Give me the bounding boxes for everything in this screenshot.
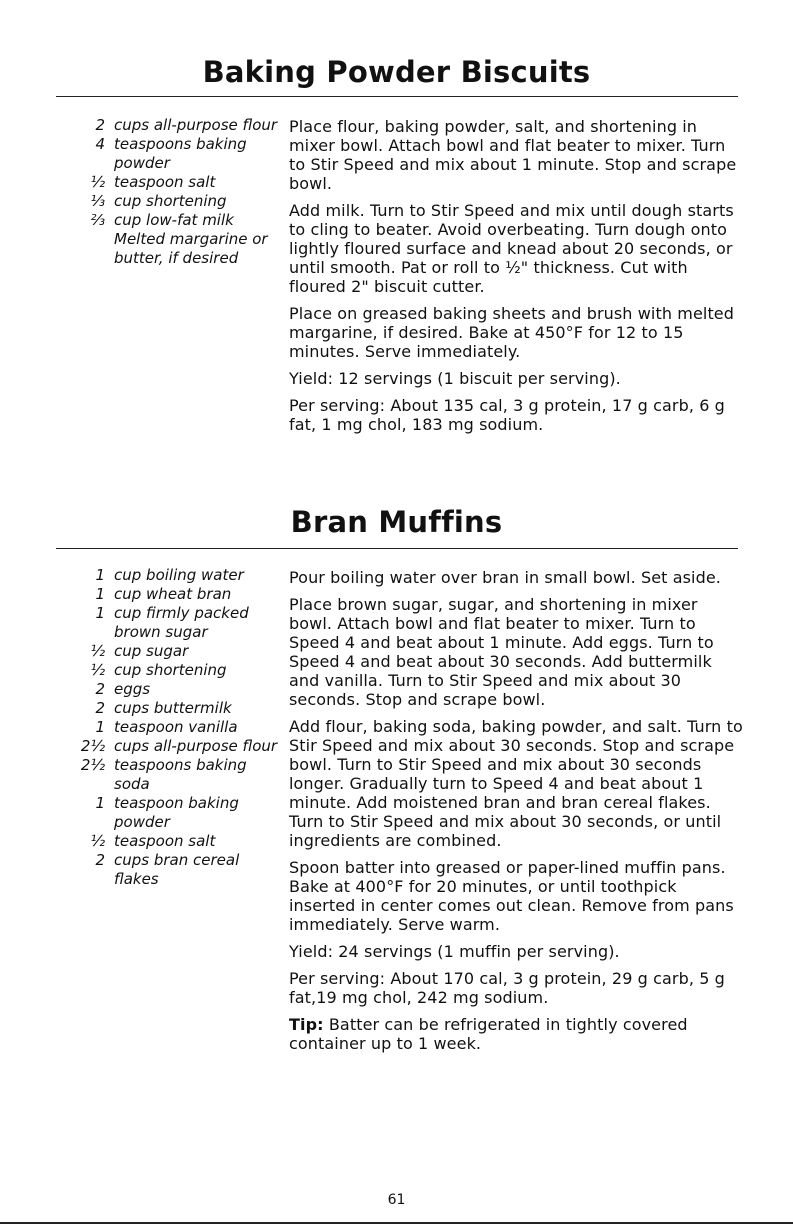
ingredient-quantity: ½ — [90, 661, 105, 679]
ingredient-item — [80, 116, 280, 135]
ingredient-item — [80, 680, 280, 699]
ingredient-text: cup shortening — [114, 661, 227, 679]
ingredient-item — [80, 173, 280, 192]
tip-text: Batter can be refrigerated in tightly covered container up to 1 week. — [289, 1015, 688, 1053]
method-paragraph: Add milk. Turn to Stir Speed and mix until dough starts to cling to beater. Avoid overbeating. Turn dough onto lightly floured surface and knead about 20 seconds, or until smooth. Pat or roll to ½" thickness. Cut with floured 2" biscuit cutter. — [289, 201, 734, 296]
ingredient-text: cups all-purpose flour — [114, 737, 278, 755]
method-text — [289, 117, 744, 442]
ingredient-text: teaspoon salt — [114, 173, 216, 191]
ingredient-item — [80, 851, 280, 889]
ingredient-list — [80, 566, 280, 889]
ingredient-quantity: ⅓ — [90, 192, 105, 210]
ingredient-text: cup shortening — [114, 192, 227, 210]
ingredient-text: teaspoon vanilla — [114, 718, 238, 736]
ingredient-quantity: 1 — [95, 585, 105, 603]
ingredient-quantity — [80, 230, 114, 268]
method-paragraph: Per serving: About 135 cal, 3 g protein, 17 g carb, 6 g fat, 1 mg chol, 183 mg sodium. — [289, 396, 725, 434]
recipe-title: Baking Powder Biscuits — [202, 55, 591, 89]
ingredient-item — [80, 832, 280, 851]
title-rule — [56, 548, 738, 549]
ingredient-quantity: 2½ — [80, 756, 105, 774]
ingredient-quantity: 1 — [95, 718, 105, 736]
page-bottom-rule — [0, 1222, 793, 1224]
ingredient-text: eggs — [114, 680, 151, 698]
ingredient-quantity: ½ — [90, 832, 105, 850]
ingredient-item — [80, 794, 280, 832]
ingredient-quantity: ½ — [90, 642, 105, 660]
ingredient-text: cups bran cereal flakes — [114, 851, 240, 888]
title-rule — [56, 96, 738, 97]
tip-label: Tip: — [289, 1015, 324, 1034]
ingredient-item — [80, 135, 280, 173]
ingredient-item — [80, 642, 280, 661]
recipe-title: Bran Muffins — [290, 505, 503, 539]
ingredient-item — [80, 192, 280, 211]
ingredient-text: teaspoons baking powder — [114, 135, 247, 172]
ingredient-quantity: ½ — [90, 173, 105, 191]
ingredient-quantity: ⅔ — [90, 211, 105, 229]
ingredient-item — [80, 604, 280, 642]
ingredient-item — [80, 566, 280, 585]
ingredient-text: cup sugar — [114, 642, 189, 660]
ingredient-quantity: 4 — [95, 135, 105, 153]
ingredient-item — [80, 661, 280, 680]
ingredient-text: cups buttermilk — [114, 699, 232, 717]
ingredient-item — [80, 230, 280, 268]
ingredient-text: cups all-purpose flour — [114, 116, 278, 134]
ingredient-item — [80, 211, 280, 230]
tip-paragraph — [289, 1015, 744, 1053]
ingredient-quantity: 2 — [95, 116, 105, 134]
method-paragraph: Place flour, baking powder, salt, and shortening in mixer bowl. Attach bowl and flat beater to mixer. Turn to Stir Speed and mix about 1 minute. Stop and scrape bowl. — [289, 117, 737, 193]
ingredient-text: teaspoon salt — [114, 832, 216, 850]
ingredient-text: cup low-fat milk — [114, 211, 234, 229]
method-paragraph: Place brown sugar, sugar, and shortening in mixer bowl. Attach bowl and flat beater to mixer. Turn to Speed 4 and beat about 1 minute. Add eggs. Turn to Speed 4 and beat about 30 seconds. Add buttermilk and vanilla. Turn to Stir Speed and mix about 30 seconds. Stop and scrape bowl. — [289, 595, 714, 709]
ingredient-text: cup boiling water — [114, 566, 244, 584]
method-paragraph: Per serving: About 170 cal, 3 g protein, 29 g carb, 5 g fat,19 mg chol, 242 mg sodium. — [289, 969, 725, 1007]
ingredient-quantity: 1 — [95, 794, 105, 812]
ingredient-quantity: 2 — [95, 699, 105, 717]
ingredient-item — [80, 737, 280, 756]
ingredient-text: Melted margarine or butter, if desired — [114, 230, 268, 267]
ingredient-quantity: 2 — [95, 680, 105, 698]
ingredient-quantity: 2½ — [80, 737, 105, 755]
method-text — [289, 568, 744, 1061]
method-paragraph: Yield: 24 servings (1 muffin per serving). — [289, 942, 620, 961]
ingredient-item — [80, 585, 280, 604]
page-number: 61 — [387, 1192, 406, 1208]
ingredient-quantity: 1 — [95, 566, 105, 584]
ingredient-text: cup firmly packed brown sugar — [114, 604, 249, 641]
ingredient-item — [80, 756, 280, 794]
method-paragraph: Yield: 12 servings (1 biscuit per serving). — [289, 369, 621, 388]
ingredient-item — [80, 699, 280, 718]
method-paragraph: Spoon batter into greased or paper-lined muffin pans. Bake at 400°F for 20 minutes, or until toothpick inserted in center comes out clean. Remove from pans immediately. Serve warm. — [289, 858, 734, 934]
ingredient-text: cup wheat bran — [114, 585, 232, 603]
method-paragraph: Place on greased baking sheets and brush with melted margarine, if desired. Bake at 450°F for 12 to 15 minutes. Serve immediately. — [289, 304, 735, 361]
method-paragraph: Pour boiling water over bran in small bowl. Set aside. — [289, 568, 721, 587]
ingredient-item — [80, 718, 280, 737]
ingredient-list — [80, 116, 280, 268]
ingredient-quantity: 2 — [95, 851, 105, 869]
ingredient-text: teaspoons baking soda — [114, 756, 247, 793]
method-paragraph: Add flour, baking soda, baking powder, and salt. Turn to Stir Speed and mix about 30 seconds. Stop and scrape bowl. Turn to Stir Speed and mix about 30 seconds longer. Gradually turn to Speed 4 and beat about 1 minute. Add moistened bran and bran cereal flakes. Turn to Stir Speed and mix about 30 seconds, or until ingredients are combined. — [289, 717, 743, 850]
ingredient-text: teaspoon baking powder — [114, 794, 239, 831]
ingredient-quantity: 1 — [95, 604, 105, 622]
